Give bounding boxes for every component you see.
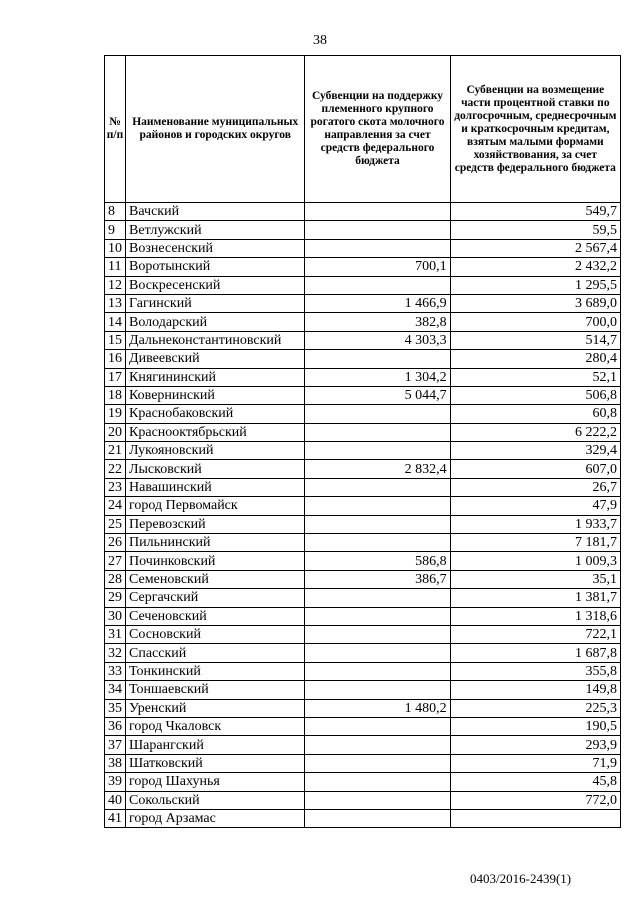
district-name: Лысковский bbox=[126, 460, 305, 478]
district-name: Краснооктябрьский bbox=[126, 423, 305, 441]
subsidy-cattle bbox=[305, 497, 450, 515]
subsidy-cattle bbox=[305, 350, 450, 368]
row-number: 35 bbox=[105, 699, 126, 717]
table-row bbox=[105, 625, 621, 643]
row-number: 39 bbox=[105, 773, 126, 791]
row-number: 11 bbox=[105, 258, 126, 276]
subsidy-interest: 60,8 bbox=[450, 405, 620, 423]
table-row bbox=[105, 681, 621, 699]
row-number: 13 bbox=[105, 294, 126, 312]
subsidy-interest: 293,9 bbox=[450, 736, 620, 754]
district-name: Семеновский bbox=[126, 570, 305, 588]
subsidy-cattle bbox=[305, 607, 450, 625]
document-code: 0403/2016-2439(1) bbox=[470, 871, 572, 886]
subsidy-cattle: 1 466,9 bbox=[305, 294, 450, 312]
district-name: Сеченовский bbox=[126, 607, 305, 625]
subsidy-interest: 514,7 bbox=[450, 331, 620, 349]
table-row bbox=[105, 203, 621, 221]
district-name: Воскресенский bbox=[126, 276, 305, 294]
subsidy-interest: 45,8 bbox=[450, 773, 620, 791]
district-name: Воротынский bbox=[126, 258, 305, 276]
district-name: город Первомайск bbox=[126, 497, 305, 515]
subsidy-interest: 6 222,2 bbox=[450, 423, 620, 441]
district-name: Ковернинский bbox=[126, 386, 305, 404]
subsidy-cattle: 586,8 bbox=[305, 552, 450, 570]
row-number: 12 bbox=[105, 276, 126, 294]
row-number: 8 bbox=[105, 203, 126, 221]
row-number: 15 bbox=[105, 331, 126, 349]
row-number: 41 bbox=[105, 809, 126, 827]
subsidy-interest: 506,8 bbox=[450, 386, 620, 404]
table-row bbox=[105, 331, 621, 349]
row-number: 24 bbox=[105, 497, 126, 515]
subsidy-interest: 1 318,6 bbox=[450, 607, 620, 625]
table-row bbox=[105, 791, 621, 809]
subsidy-cattle: 5 044,7 bbox=[305, 386, 450, 404]
subsidy-table bbox=[104, 55, 621, 828]
subsidy-interest: 329,4 bbox=[450, 442, 620, 460]
row-number: 27 bbox=[105, 552, 126, 570]
row-number: 14 bbox=[105, 313, 126, 331]
district-name: Сокольский bbox=[126, 791, 305, 809]
subsidy-interest: 700,0 bbox=[450, 313, 620, 331]
district-name: Вачский bbox=[126, 203, 305, 221]
row-number: 18 bbox=[105, 386, 126, 404]
row-number: 29 bbox=[105, 589, 126, 607]
row-number: 31 bbox=[105, 625, 126, 643]
district-name: город Шахунья bbox=[126, 773, 305, 791]
row-number: 26 bbox=[105, 534, 126, 552]
subsidy-interest: 47,9 bbox=[450, 497, 620, 515]
table-row bbox=[105, 773, 621, 791]
table-row bbox=[105, 258, 621, 276]
subsidy-interest: 722,1 bbox=[450, 625, 620, 643]
subsidy-cattle bbox=[305, 736, 450, 754]
district-name: Дивеевский bbox=[126, 350, 305, 368]
table-row bbox=[105, 350, 621, 368]
table-row bbox=[105, 497, 621, 515]
district-name: Сосновский bbox=[126, 625, 305, 643]
subsidy-interest: 1 933,7 bbox=[450, 515, 620, 533]
subsidy-interest: 1 295,5 bbox=[450, 276, 620, 294]
table-row bbox=[105, 607, 621, 625]
subsidy-cattle bbox=[305, 791, 450, 809]
table-body bbox=[105, 203, 621, 828]
district-name: Навашинский bbox=[126, 478, 305, 496]
subsidy-interest: 149,8 bbox=[450, 681, 620, 699]
district-name: Шарангский bbox=[126, 736, 305, 754]
row-number: 16 bbox=[105, 350, 126, 368]
subsidy-cattle: 700,1 bbox=[305, 258, 450, 276]
subsidy-cattle bbox=[305, 644, 450, 662]
subsidy-interest: 280,4 bbox=[450, 350, 620, 368]
subsidy-cattle bbox=[305, 405, 450, 423]
district-name: Уренский bbox=[126, 699, 305, 717]
subsidy-interest bbox=[450, 809, 620, 827]
subsidy-interest: 7 181,7 bbox=[450, 534, 620, 552]
subsidy-interest: 35,1 bbox=[450, 570, 620, 588]
table-row bbox=[105, 386, 621, 404]
table-row bbox=[105, 478, 621, 496]
table-row bbox=[105, 221, 621, 239]
subsidy-cattle bbox=[305, 221, 450, 239]
header-name: Наименование муниципальных районов и городских округов bbox=[126, 56, 305, 203]
table-row bbox=[105, 754, 621, 772]
header-col1: Субвенции на поддержку племенного крупного рогатого скота молочного направления за счет средств федерального бюджета bbox=[305, 56, 450, 203]
table-row bbox=[105, 442, 621, 460]
district-name: Дальнеконстантиновский bbox=[126, 331, 305, 349]
subsidy-cattle bbox=[305, 809, 450, 827]
row-number: 17 bbox=[105, 368, 126, 386]
subsidy-cattle bbox=[305, 203, 450, 221]
row-number: 33 bbox=[105, 662, 126, 680]
table-row bbox=[105, 460, 621, 478]
table-row bbox=[105, 405, 621, 423]
row-number: 25 bbox=[105, 515, 126, 533]
subsidy-interest: 1 687,8 bbox=[450, 644, 620, 662]
row-number: 32 bbox=[105, 644, 126, 662]
table-row bbox=[105, 423, 621, 441]
row-number: 28 bbox=[105, 570, 126, 588]
table-row bbox=[105, 534, 621, 552]
subsidy-interest: 1 381,7 bbox=[450, 589, 620, 607]
subsidy-interest: 71,9 bbox=[450, 754, 620, 772]
table-row bbox=[105, 276, 621, 294]
table-row bbox=[105, 809, 621, 827]
table-row bbox=[105, 552, 621, 570]
district-name: город Чкаловск bbox=[126, 717, 305, 735]
table-row bbox=[105, 239, 621, 257]
row-number: 21 bbox=[105, 442, 126, 460]
subsidy-interest: 225,3 bbox=[450, 699, 620, 717]
district-name: Вознесенский bbox=[126, 239, 305, 257]
subsidy-interest: 2 432,2 bbox=[450, 258, 620, 276]
table-row bbox=[105, 589, 621, 607]
subsidy-cattle: 2 832,4 bbox=[305, 460, 450, 478]
subsidy-interest: 772,0 bbox=[450, 791, 620, 809]
subsidy-cattle bbox=[305, 276, 450, 294]
table-row bbox=[105, 515, 621, 533]
subsidy-interest: 190,5 bbox=[450, 717, 620, 735]
subsidy-cattle: 382,8 bbox=[305, 313, 450, 331]
subsidy-cattle bbox=[305, 239, 450, 257]
district-name: Спасский bbox=[126, 644, 305, 662]
subsidy-cattle: 386,7 bbox=[305, 570, 450, 588]
district-name: Сергачский bbox=[126, 589, 305, 607]
row-number: 38 bbox=[105, 754, 126, 772]
row-number: 9 bbox=[105, 221, 126, 239]
row-number: 40 bbox=[105, 791, 126, 809]
subsidy-interest: 355,8 bbox=[450, 662, 620, 680]
subsidy-interest: 59,5 bbox=[450, 221, 620, 239]
subsidy-cattle: 1 304,2 bbox=[305, 368, 450, 386]
subsidy-cattle bbox=[305, 681, 450, 699]
district-name: город Арзамас bbox=[126, 809, 305, 827]
district-name: Княгининский bbox=[126, 368, 305, 386]
row-number: 19 bbox=[105, 405, 126, 423]
subsidy-cattle bbox=[305, 754, 450, 772]
subsidy-cattle bbox=[305, 515, 450, 533]
header-col2: Субвенции на возмещение части процентной ставки по долгосрочным, среднесрочным и краткосрочным кредитам, взятым малыми формами хозяйствования, за счет средств федерального бюджета bbox=[450, 56, 620, 203]
row-number: 37 bbox=[105, 736, 126, 754]
subsidy-cattle bbox=[305, 717, 450, 735]
row-number: 23 bbox=[105, 478, 126, 496]
row-number: 36 bbox=[105, 717, 126, 735]
subsidy-cattle bbox=[305, 662, 450, 680]
district-name: Лукояновский bbox=[126, 442, 305, 460]
subsidy-cattle: 1 480,2 bbox=[305, 699, 450, 717]
subsidy-cattle bbox=[305, 534, 450, 552]
subsidy-cattle bbox=[305, 589, 450, 607]
district-name: Тоншаевский bbox=[126, 681, 305, 699]
subsidy-cattle: 4 303,3 bbox=[305, 331, 450, 349]
table-row bbox=[105, 736, 621, 754]
table-header-row bbox=[105, 56, 621, 203]
row-number: 10 bbox=[105, 239, 126, 257]
table-row bbox=[105, 313, 621, 331]
row-number: 34 bbox=[105, 681, 126, 699]
page-number: 38 bbox=[313, 33, 327, 48]
subsidy-interest: 607,0 bbox=[450, 460, 620, 478]
subsidy-interest: 1 009,3 bbox=[450, 552, 620, 570]
subsidy-interest: 52,1 bbox=[450, 368, 620, 386]
table-row bbox=[105, 717, 621, 735]
subsidy-cattle bbox=[305, 423, 450, 441]
district-name: Краснобаковский bbox=[126, 405, 305, 423]
row-number: 30 bbox=[105, 607, 126, 625]
district-name: Шатковский bbox=[126, 754, 305, 772]
subsidy-interest: 2 567,4 bbox=[450, 239, 620, 257]
subsidy-cattle bbox=[305, 478, 450, 496]
subsidy-interest: 549,7 bbox=[450, 203, 620, 221]
header-num: № п/п bbox=[105, 56, 126, 203]
table-row bbox=[105, 368, 621, 386]
row-number: 20 bbox=[105, 423, 126, 441]
subsidy-interest: 3 689,0 bbox=[450, 294, 620, 312]
district-name: Гагинский bbox=[126, 294, 305, 312]
district-name: Пильнинский bbox=[126, 534, 305, 552]
district-name: Володарский bbox=[126, 313, 305, 331]
table-row bbox=[105, 699, 621, 717]
row-number: 22 bbox=[105, 460, 126, 478]
table-row bbox=[105, 644, 621, 662]
subsidy-cattle bbox=[305, 442, 450, 460]
table-row bbox=[105, 294, 621, 312]
table-row bbox=[105, 662, 621, 680]
subsidy-interest: 26,7 bbox=[450, 478, 620, 496]
district-name: Перевозский bbox=[126, 515, 305, 533]
subsidy-cattle bbox=[305, 773, 450, 791]
subsidy-cattle bbox=[305, 625, 450, 643]
table-row bbox=[105, 570, 621, 588]
district-name: Починковский bbox=[126, 552, 305, 570]
district-name: Ветлужский bbox=[126, 221, 305, 239]
district-name: Тонкинский bbox=[126, 662, 305, 680]
